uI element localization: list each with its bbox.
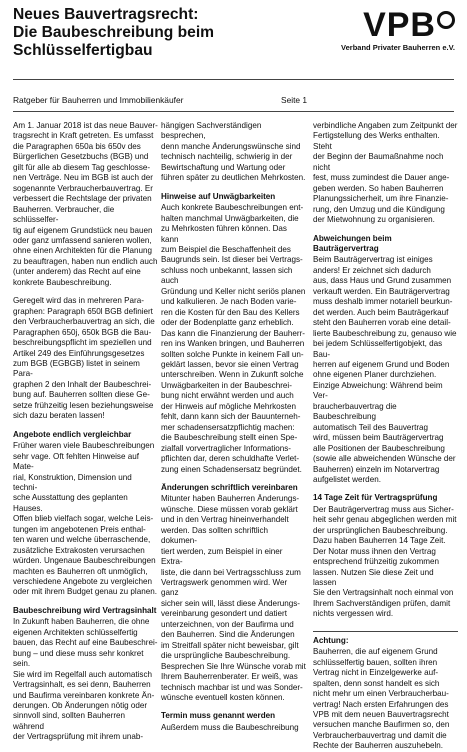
title-line-2: Die Baubeschreibung beim	[13, 24, 215, 41]
document-subtitle: Ratgeber für Bauherren und Immobilienkäufer	[13, 95, 184, 105]
paragraph: Früher waren viele Baubeschreibungen sehr vage. Oft fehlten Hinweise auf Mate- rial, Konstruktion, Dimension und techni- sche Ausstattung des geplanten Hauses. Offen blieb vielfach sogar, welche Leis- tungen im angebotenen Preis enthal- ten waren und welche überraschende, zusätzliche Extrakosten verursachen würden. Ungenaue Baubeschreibungen machten es Bauherren oft unmöglich, verschiedene Angebote zu vergleichen oder mit ihrem Budget genau zu planen.	[13, 441, 157, 597]
paragraph: Geregelt wird das in mehreren Para- graphen: Paragraph 650l BGB definiert den Verbraucherbauvertrag an sich, die Paragraphen 650j, 650k BGB die Bau- beschreibungspflicht im speziellen und Artikel 249 des Einführungsgesetzes zum BGB (EGBGB) listet in seinem Para- graphen 2 den Inhalt der Baubeschrei- bung auf. Bauherren sollten diese Ge- setze frühzeitig lesen beziehungsweise sich dazu beraten lassen!	[13, 296, 155, 421]
logo-subtitle: Verband Privater Bauherren e.V.	[341, 43, 455, 52]
paragraph: Der Bauträgervertrag muss aus Sicher- heit sehr genau abgeglichen werden mit der ursprünglichen Baubeschreibung. Dazu haben Bauherren 14 Tage Zeit. Der Notar muss ihnen den Vertrag entsprechend frühzeitig zukommen lassen. Nutzen Sie diese Zeit und lassen Sie den Vertragsinhalt noch einmal von Ihrem Sachverständigen prüfen, damit nichts vergessen wird.	[313, 504, 457, 619]
logo-ring-icon	[437, 11, 455, 29]
text-column-2	[161, 121, 306, 733]
section-heading: Änderungen schriftlich vereinbaren	[161, 482, 298, 492]
vpb-logo	[335, 6, 455, 52]
title-line-3: Schlüsselfertigbau	[13, 42, 153, 59]
section-heading: Angebote endlich vergleichbar	[13, 429, 132, 439]
section-heading: Abweichungen beim Bauträgervertrag	[313, 233, 392, 253]
paragraph: Am 1. Januar 2018 ist das neue Bauver- tragsrecht in Kraft getreten. Es umfasst die Paragraphen 650a bis 650v des Bürgerlichen Gesetzbuchs (BGB) und gilt für alle ab diesem Tag geschlosse- nen Verträge. Neu im BGB ist auch der sogenannte Verbraucherbauvertrag. Er verbessert die Rechtslage der privaten Bauherren. Verbraucher, die schlüsselfer- tig auf eigenem Grundstück neu bauen oder ganz umfassend sanieren wollen, ohne einen Architekten für die Planung zu beauftragen, haben nun endlich auch (unter anderem) das Recht auf eine konkrete Baubeschreibung.	[13, 121, 158, 287]
text-column-3	[313, 121, 458, 752]
header-rule	[13, 79, 454, 80]
page-number: Seite 1	[281, 95, 308, 105]
document-title	[13, 6, 313, 60]
title-line-1: Neues Bauvertragsrecht:	[13, 6, 199, 23]
section-heading: Termin muss genannt werden	[161, 711, 276, 721]
paragraph: Auch konkrete Baubeschreibungen ent- halten manchmal Unwägbarkeiten, die zu Mehrkosten führen können. Das kann zum Beispiel die Beschaffenheit des Baugrunds sein. Ist dieser bei Vertrags- schluss noch unbekannt, lassen sich auch Gründung und Keller nicht seriös planen und kalkulieren. Je nach Boden varie- ren die Kosten für den Bau des Kellers oder der Bodenplatte ganz erheblich. Das kann die Finanzierung der Bauherr- ren ins Wanken bringen, und Bauherren sollten solche Punkte in keinem Fall un- geklärt lassen, bevor sie einen Vertrag unterschreiben. Wenn in Zukunft solche Unwägbarkeiten in der Baubeschrei- bung nicht erwähnt werden und auch der Hinweis auf mögliche Mehrkosten fehlt, dann kann sich der Bauunterneh- mer schadensersatzpflichtig machen: die Baubeschreibung stellt einen Spe- zialfall vorvertraglicher Informations- pflichten dar, deren schuldhafte Verlet- zung einen Schadensersatz begründet.	[161, 203, 306, 474]
section-heading: Baubeschreibung wird Vertragsinhalt	[13, 605, 157, 615]
section-heading: Hinweise auf Unwägbarkeiten	[161, 191, 276, 201]
logo-mark	[335, 6, 455, 44]
subtitle-rule	[13, 111, 454, 112]
paragraph: Außerdem muss die Baubeschreibung	[161, 722, 299, 732]
attention-divider	[313, 631, 458, 632]
paragraph: Mitunter haben Bauherren Änderungs- wünsche. Diese müssen vorab geklärt und in den Vertrag hineinverhandelt werden. Das sollten schriftlich dokumen- tiert werden, zum Beispiel in einer Extra- liste, die dann bei Vertragsschluss zum Vertragswerk genommen wird. Wer ganz sicher sein will, lässt diese Änderungs- vereinbarung gesondert und datiert unterzeichnen, von der Baufirma und den Bauherren. Sind die Änderungen im Streitfall später nicht beweisbar, gilt die ursprüngliche Baubeschreibung. Besprechen Sie Ihre Wünsche vorab mit Ihrem Bauherrenberater. Er weiß, was technisch machbar ist und was Sonder- wünsche eventuell kosten können.	[161, 494, 306, 703]
paragraph: hängigen Sachverständigen besprechen, denn manche Änderungswünsche sind technisch nachteilig, schwierig in der Bewirtschaftung und Wartung oder führen später zu deutlichen Mehrkosten.	[161, 121, 306, 183]
logo-text: VPB	[363, 6, 436, 44]
paragraph: Bauherren, die auf eigenem Grund schlüsselfertig bauen, sollten ihren Vertrag nicht in Einzelgewerke auf- spalten, denn sonst handelt es sich nicht mehr um einen Verbraucherbau- vertrag! Nach ersten Erfahrungen des VPB mit dem neuen Bauvertragsrecht versuchen manche Baufirmen so, den Verbraucherbauvertrag und damit die Rechte der Bauherren auszuhebeln.	[313, 647, 450, 751]
text-column-1	[13, 121, 158, 743]
paragraph: Beim Bauträgervertrag ist einiges anders! Er zeichnet sich dadurch aus, dass Haus und Grund zusammen verkauft werden. Ein Bauträgervertrag muss deshalb immer notariell beurkun- det werden. Auch beim Bauträgerkauf steht den Bauherren vorab eine detail- lierte Baubeschreibung zu, genauso wie bei jedem Schlüsselfertigobjekt, das Bau- herren auf eigenem Grund und Boden ohne eigenen Planer durchziehen. Einzige Abweichung: Während beim Ver- braucherbauvertrag die Baubeschreibung automatisch Teil des Bauvertrag wird, müssen beim Bauträgervertrag alle Positionen der Baubeschreibung (sowie alle abweichenden Wünsche der Bauherren) einzeln im Notarvertrag aufgelistet werden.	[313, 255, 457, 484]
paragraph: In Zukunft haben Bauherren, die ohne eigenen Architekten schlüsselfertig bauen, das Recht auf eine Baubeschrei- bung – und diese muss sehr konkret sein. Sie wird im Regelfall auch automatisch Vertragsinhalt, es sei denn, Bauherren und Baufirma vereinbaren konkrete Än- derungen. Ob Änderungen nötig oder sinnvoll sind, sollten Bauherren während der Vertragsprüfung mit ihrem unab-	[13, 617, 158, 742]
section-heading: 14 Tage Zeit für Vertragsprüfung	[313, 493, 438, 503]
paragraph: verbindliche Angaben zum Zeitpunkt der Fertigstellung des Werks enthalten. Steht der Beginn der Baumaßnahme noch nicht fest, muss zumindest die Dauer ange- geben werden. So haben Bauherren Planungssicherheit, um ihre Finanzie- rung, den Umzug und die Kündigung der Mietwohnung zu organisieren.	[313, 121, 458, 225]
attention-heading: Achtung:	[313, 635, 349, 645]
